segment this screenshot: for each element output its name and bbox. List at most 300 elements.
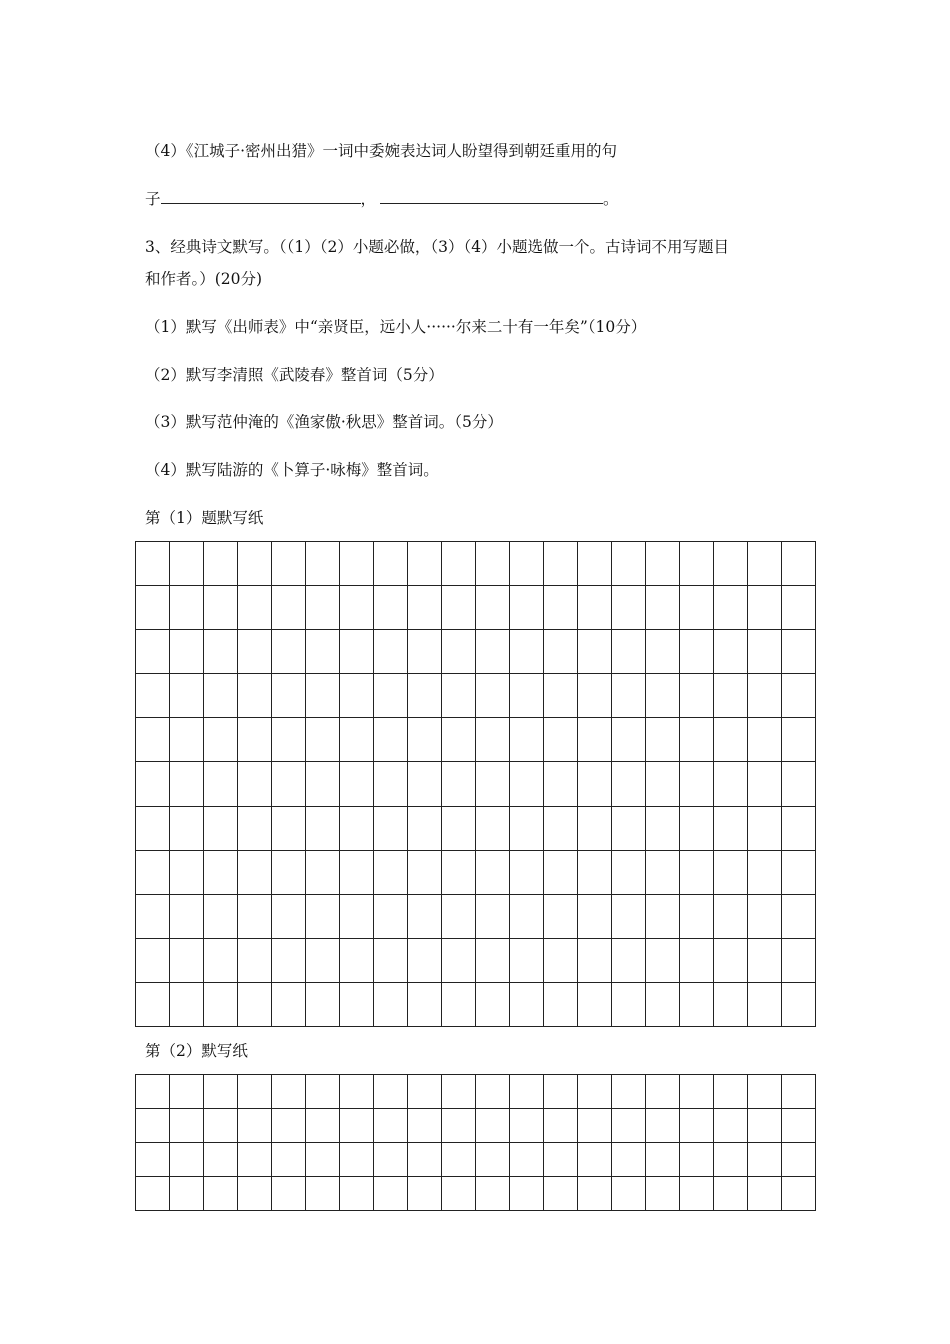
grid-cell[interactable] — [578, 983, 612, 1027]
grid-cell[interactable] — [680, 542, 714, 586]
grid-cell[interactable] — [544, 1177, 578, 1211]
grid-cell[interactable] — [374, 674, 408, 718]
grid-cell[interactable] — [476, 542, 510, 586]
grid-cell[interactable] — [544, 1075, 578, 1109]
grid-cell[interactable] — [782, 586, 816, 630]
grid-cell[interactable] — [442, 586, 476, 630]
grid-cell[interactable] — [680, 895, 714, 939]
grid-cell[interactable] — [748, 851, 782, 895]
grid-cell[interactable] — [306, 1143, 340, 1177]
grid-cell[interactable] — [714, 983, 748, 1027]
grid-cell[interactable] — [782, 674, 816, 718]
grid-cell[interactable] — [544, 807, 578, 851]
grid-cell[interactable] — [238, 939, 272, 983]
grid-cell[interactable] — [136, 895, 170, 939]
grid-cell[interactable] — [408, 674, 442, 718]
grid-cell[interactable] — [442, 630, 476, 674]
grid-cell[interactable] — [646, 586, 680, 630]
grid-cell[interactable] — [374, 1109, 408, 1143]
grid-cell[interactable] — [374, 851, 408, 895]
grid-cell[interactable] — [748, 1109, 782, 1143]
grid-cell[interactable] — [442, 1075, 476, 1109]
grid-cell[interactable] — [578, 1109, 612, 1143]
grid-cell[interactable] — [510, 983, 544, 1027]
grid-cell[interactable] — [238, 1109, 272, 1143]
grid-cell[interactable] — [238, 851, 272, 895]
grid-cell[interactable] — [782, 762, 816, 806]
grid-cell[interactable] — [442, 1177, 476, 1211]
grid-cell[interactable] — [578, 895, 612, 939]
grid-cell[interactable] — [374, 542, 408, 586]
grid-cell[interactable] — [782, 1109, 816, 1143]
grid-cell[interactable] — [238, 1177, 272, 1211]
grid-cell[interactable] — [544, 674, 578, 718]
grid-cell[interactable] — [272, 630, 306, 674]
grid-cell[interactable] — [136, 1143, 170, 1177]
grid-cell[interactable] — [272, 851, 306, 895]
grid-cell[interactable] — [646, 1143, 680, 1177]
grid-cell[interactable] — [748, 586, 782, 630]
grid-cell[interactable] — [238, 983, 272, 1027]
grid-cell[interactable] — [646, 895, 680, 939]
grid-cell[interactable] — [714, 674, 748, 718]
grid-cell[interactable] — [782, 542, 816, 586]
grid-cell[interactable] — [544, 1109, 578, 1143]
grid-cell[interactable] — [612, 807, 646, 851]
grid-cell[interactable] — [374, 983, 408, 1027]
grid-cell[interactable] — [714, 1109, 748, 1143]
grid-cell[interactable] — [714, 1075, 748, 1109]
grid-cell[interactable] — [510, 807, 544, 851]
grid-cell[interactable] — [340, 983, 374, 1027]
grid-cell[interactable] — [136, 674, 170, 718]
grid-cell[interactable] — [578, 630, 612, 674]
grid-cell[interactable] — [510, 1075, 544, 1109]
grid-cell[interactable] — [612, 939, 646, 983]
grid-cell[interactable] — [578, 1075, 612, 1109]
grid-cell[interactable] — [748, 807, 782, 851]
grid-cell[interactable] — [170, 674, 204, 718]
grid-cell[interactable] — [306, 586, 340, 630]
grid-cell[interactable] — [782, 807, 816, 851]
grid-cell[interactable] — [782, 1177, 816, 1211]
grid-cell[interactable] — [306, 939, 340, 983]
grid-cell[interactable] — [408, 762, 442, 806]
grid-cell[interactable] — [442, 1109, 476, 1143]
grid-cell[interactable] — [374, 1143, 408, 1177]
grid-cell[interactable] — [442, 807, 476, 851]
grid-cell[interactable] — [714, 630, 748, 674]
grid-cell[interactable] — [680, 851, 714, 895]
grid-cell[interactable] — [510, 851, 544, 895]
answer-blank-1[interactable] — [161, 189, 361, 204]
writing-grid-2[interactable] — [135, 1074, 816, 1211]
grid-cell[interactable] — [340, 851, 374, 895]
grid-cell[interactable] — [238, 586, 272, 630]
grid-cell[interactable] — [272, 807, 306, 851]
grid-cell[interactable] — [442, 983, 476, 1027]
grid-cell[interactable] — [612, 586, 646, 630]
grid-cell[interactable] — [374, 807, 408, 851]
grid-cell[interactable] — [340, 895, 374, 939]
grid-cell[interactable] — [306, 762, 340, 806]
grid-cell[interactable] — [578, 1177, 612, 1211]
grid-cell[interactable] — [272, 542, 306, 586]
grid-cell[interactable] — [510, 630, 544, 674]
grid-cell[interactable] — [612, 895, 646, 939]
grid-cell[interactable] — [238, 718, 272, 762]
grid-cell[interactable] — [476, 586, 510, 630]
grid-cell[interactable] — [578, 586, 612, 630]
grid-cell[interactable] — [748, 762, 782, 806]
grid-cell[interactable] — [442, 542, 476, 586]
grid-cell[interactable] — [612, 674, 646, 718]
grid-cell[interactable] — [340, 586, 374, 630]
grid-cell[interactable] — [748, 1075, 782, 1109]
grid-cell[interactable] — [714, 939, 748, 983]
grid-cell[interactable] — [544, 1143, 578, 1177]
grid-cell[interactable] — [714, 586, 748, 630]
grid-cell[interactable] — [578, 807, 612, 851]
grid-cell[interactable] — [748, 542, 782, 586]
grid-cell[interactable] — [476, 630, 510, 674]
grid-cell[interactable] — [748, 630, 782, 674]
grid-cell[interactable] — [544, 542, 578, 586]
grid-cell[interactable] — [340, 1109, 374, 1143]
grid-cell[interactable] — [170, 1075, 204, 1109]
grid-cell[interactable] — [748, 983, 782, 1027]
grid-cell[interactable] — [238, 674, 272, 718]
grid-cell[interactable] — [714, 718, 748, 762]
grid-cell[interactable] — [136, 939, 170, 983]
answer-blank-2[interactable] — [380, 189, 603, 204]
grid-cell[interactable] — [680, 1177, 714, 1211]
grid-cell[interactable] — [544, 630, 578, 674]
grid-cell[interactable] — [306, 674, 340, 718]
grid-cell[interactable] — [476, 1075, 510, 1109]
grid-cell[interactable] — [510, 718, 544, 762]
grid-cell[interactable] — [408, 1109, 442, 1143]
grid-cell[interactable] — [136, 851, 170, 895]
grid-cell[interactable] — [612, 1075, 646, 1109]
grid-cell[interactable] — [340, 807, 374, 851]
grid-cell[interactable] — [510, 586, 544, 630]
grid-cell[interactable] — [646, 674, 680, 718]
grid-cell[interactable] — [272, 762, 306, 806]
grid-cell[interactable] — [578, 762, 612, 806]
grid-cell[interactable] — [612, 983, 646, 1027]
grid-cell[interactable] — [306, 895, 340, 939]
grid-cell[interactable] — [476, 807, 510, 851]
grid-cell[interactable] — [170, 895, 204, 939]
grid-cell[interactable] — [748, 718, 782, 762]
grid-cell[interactable] — [782, 983, 816, 1027]
grid-cell[interactable] — [204, 983, 238, 1027]
grid-cell[interactable] — [340, 1177, 374, 1211]
grid-cell[interactable] — [272, 1177, 306, 1211]
grid-cell[interactable] — [510, 542, 544, 586]
grid-cell[interactable] — [204, 762, 238, 806]
grid-cell[interactable] — [340, 542, 374, 586]
grid-cell[interactable] — [408, 895, 442, 939]
grid-cell[interactable] — [476, 1143, 510, 1177]
grid-cell[interactable] — [578, 674, 612, 718]
grid-cell[interactable] — [476, 895, 510, 939]
grid-cell[interactable] — [748, 1143, 782, 1177]
grid-cell[interactable] — [510, 895, 544, 939]
grid-cell[interactable] — [136, 807, 170, 851]
grid-cell[interactable] — [374, 1075, 408, 1109]
grid-cell[interactable] — [578, 718, 612, 762]
grid-cell[interactable] — [170, 1109, 204, 1143]
grid-cell[interactable] — [544, 762, 578, 806]
grid-cell[interactable] — [306, 1109, 340, 1143]
grid-cell[interactable] — [238, 1143, 272, 1177]
grid-cell[interactable] — [714, 762, 748, 806]
grid-cell[interactable] — [476, 762, 510, 806]
grid-cell[interactable] — [748, 674, 782, 718]
grid-cell[interactable] — [170, 762, 204, 806]
grid-cell[interactable] — [646, 1109, 680, 1143]
grid-cell[interactable] — [782, 718, 816, 762]
grid-cell[interactable] — [272, 674, 306, 718]
grid-cell[interactable] — [510, 762, 544, 806]
grid-cell[interactable] — [510, 1177, 544, 1211]
grid-cell[interactable] — [408, 807, 442, 851]
grid-cell[interactable] — [578, 542, 612, 586]
grid-cell[interactable] — [374, 939, 408, 983]
grid-cell[interactable] — [374, 1177, 408, 1211]
grid-cell[interactable] — [748, 1177, 782, 1211]
grid-cell[interactable] — [782, 939, 816, 983]
grid-cell[interactable] — [204, 674, 238, 718]
grid-cell[interactable] — [136, 542, 170, 586]
grid-cell[interactable] — [680, 1109, 714, 1143]
grid-cell[interactable] — [408, 586, 442, 630]
grid-cell[interactable] — [170, 851, 204, 895]
grid-cell[interactable] — [782, 1143, 816, 1177]
grid-cell[interactable] — [408, 630, 442, 674]
grid-cell[interactable] — [646, 542, 680, 586]
grid-cell[interactable] — [340, 674, 374, 718]
grid-cell[interactable] — [340, 718, 374, 762]
grid-cell[interactable] — [340, 939, 374, 983]
grid-cell[interactable] — [680, 586, 714, 630]
grid-cell[interactable] — [136, 762, 170, 806]
grid-cell[interactable] — [476, 983, 510, 1027]
grid-cell[interactable] — [306, 851, 340, 895]
grid-cell[interactable] — [544, 939, 578, 983]
grid-cell[interactable] — [680, 762, 714, 806]
grid-cell[interactable] — [578, 939, 612, 983]
grid-cell[interactable] — [646, 718, 680, 762]
grid-cell[interactable] — [646, 939, 680, 983]
grid-cell[interactable] — [476, 851, 510, 895]
grid-cell[interactable] — [136, 1109, 170, 1143]
grid-cell[interactable] — [238, 807, 272, 851]
grid-cell[interactable] — [714, 895, 748, 939]
grid-cell[interactable] — [680, 983, 714, 1027]
grid-cell[interactable] — [714, 1177, 748, 1211]
grid-cell[interactable] — [170, 1143, 204, 1177]
grid-cell[interactable] — [204, 1177, 238, 1211]
grid-cell[interactable] — [476, 674, 510, 718]
grid-cell[interactable] — [442, 939, 476, 983]
grid-cell[interactable] — [680, 718, 714, 762]
grid-cell[interactable] — [238, 762, 272, 806]
grid-cell[interactable] — [612, 762, 646, 806]
grid-cell[interactable] — [272, 1143, 306, 1177]
grid-cell[interactable] — [272, 939, 306, 983]
grid-cell[interactable] — [714, 807, 748, 851]
grid-cell[interactable] — [340, 762, 374, 806]
grid-cell[interactable] — [306, 718, 340, 762]
grid-cell[interactable] — [578, 1143, 612, 1177]
grid-cell[interactable] — [374, 586, 408, 630]
grid-cell[interactable] — [612, 1109, 646, 1143]
grid-cell[interactable] — [612, 1143, 646, 1177]
grid-cell[interactable] — [408, 718, 442, 762]
grid-cell[interactable] — [612, 542, 646, 586]
grid-cell[interactable] — [714, 542, 748, 586]
grid-cell[interactable] — [544, 983, 578, 1027]
grid-cell[interactable] — [646, 851, 680, 895]
grid-cell[interactable] — [238, 542, 272, 586]
grid-cell[interactable] — [170, 586, 204, 630]
grid-cell[interactable] — [408, 1177, 442, 1211]
grid-cell[interactable] — [306, 983, 340, 1027]
grid-cell[interactable] — [544, 718, 578, 762]
grid-cell[interactable] — [442, 851, 476, 895]
grid-cell[interactable] — [782, 1075, 816, 1109]
grid-cell[interactable] — [476, 1109, 510, 1143]
grid-cell[interactable] — [170, 939, 204, 983]
grid-cell[interactable] — [680, 939, 714, 983]
grid-cell[interactable] — [340, 630, 374, 674]
grid-cell[interactable] — [442, 895, 476, 939]
grid-cell[interactable] — [170, 983, 204, 1027]
grid-cell[interactable] — [408, 939, 442, 983]
grid-cell[interactable] — [714, 851, 748, 895]
grid-cell[interactable] — [204, 718, 238, 762]
grid-cell[interactable] — [714, 1143, 748, 1177]
grid-cell[interactable] — [204, 939, 238, 983]
grid-cell[interactable] — [204, 851, 238, 895]
grid-cell[interactable] — [306, 1075, 340, 1109]
grid-cell[interactable] — [646, 762, 680, 806]
grid-cell[interactable] — [204, 895, 238, 939]
grid-cell[interactable] — [510, 674, 544, 718]
grid-cell[interactable] — [272, 983, 306, 1027]
grid-cell[interactable] — [204, 1075, 238, 1109]
grid-cell[interactable] — [204, 807, 238, 851]
grid-cell[interactable] — [170, 630, 204, 674]
grid-cell[interactable] — [544, 851, 578, 895]
grid-cell[interactable] — [136, 630, 170, 674]
grid-cell[interactable] — [374, 895, 408, 939]
grid-cell[interactable] — [272, 718, 306, 762]
grid-cell[interactable] — [578, 851, 612, 895]
grid-cell[interactable] — [748, 939, 782, 983]
grid-cell[interactable] — [136, 1177, 170, 1211]
grid-cell[interactable] — [374, 762, 408, 806]
grid-cell[interactable] — [646, 1177, 680, 1211]
grid-cell[interactable] — [680, 630, 714, 674]
grid-cell[interactable] — [272, 1075, 306, 1109]
grid-cell[interactable] — [204, 630, 238, 674]
grid-cell[interactable] — [442, 762, 476, 806]
grid-cell[interactable] — [510, 1109, 544, 1143]
grid-cell[interactable] — [646, 1075, 680, 1109]
grid-cell[interactable] — [476, 939, 510, 983]
grid-cell[interactable] — [170, 1177, 204, 1211]
grid-cell[interactable] — [544, 895, 578, 939]
grid-cell[interactable] — [680, 807, 714, 851]
grid-cell[interactable] — [170, 542, 204, 586]
grid-cell[interactable] — [408, 1075, 442, 1109]
grid-cell[interactable] — [170, 807, 204, 851]
grid-cell[interactable] — [442, 1143, 476, 1177]
grid-cell[interactable] — [680, 674, 714, 718]
grid-cell[interactable] — [442, 674, 476, 718]
grid-cell[interactable] — [136, 718, 170, 762]
grid-cell[interactable] — [272, 895, 306, 939]
grid-cell[interactable] — [136, 983, 170, 1027]
writing-grid-1[interactable] — [135, 541, 816, 1027]
grid-cell[interactable] — [510, 939, 544, 983]
grid-cell[interactable] — [442, 718, 476, 762]
grid-cell[interactable] — [680, 1143, 714, 1177]
grid-cell[interactable] — [612, 718, 646, 762]
grid-cell[interactable] — [646, 807, 680, 851]
grid-cell[interactable] — [646, 983, 680, 1027]
grid-cell[interactable] — [612, 851, 646, 895]
grid-cell[interactable] — [612, 630, 646, 674]
grid-cell[interactable] — [170, 718, 204, 762]
grid-cell[interactable] — [272, 586, 306, 630]
grid-cell[interactable] — [238, 895, 272, 939]
grid-cell[interactable] — [238, 1075, 272, 1109]
grid-cell[interactable] — [136, 1075, 170, 1109]
grid-cell[interactable] — [374, 718, 408, 762]
grid-cell[interactable] — [272, 1109, 306, 1143]
grid-cell[interactable] — [544, 586, 578, 630]
grid-cell[interactable] — [782, 851, 816, 895]
grid-cell[interactable] — [408, 851, 442, 895]
grid-cell[interactable] — [306, 542, 340, 586]
grid-cell[interactable] — [408, 983, 442, 1027]
grid-cell[interactable] — [204, 1109, 238, 1143]
grid-cell[interactable] — [306, 1177, 340, 1211]
grid-cell[interactable] — [306, 630, 340, 674]
grid-cell[interactable] — [136, 586, 170, 630]
grid-cell[interactable] — [340, 1143, 374, 1177]
grid-cell[interactable] — [408, 542, 442, 586]
grid-cell[interactable] — [374, 630, 408, 674]
grid-cell[interactable] — [612, 1177, 646, 1211]
grid-cell[interactable] — [340, 1075, 374, 1109]
grid-cell[interactable] — [680, 1075, 714, 1109]
grid-cell[interactable] — [510, 1143, 544, 1177]
grid-cell[interactable] — [408, 1143, 442, 1177]
grid-cell[interactable] — [204, 1143, 238, 1177]
grid-cell[interactable] — [748, 895, 782, 939]
grid-cell[interactable] — [204, 586, 238, 630]
grid-cell[interactable] — [476, 1177, 510, 1211]
grid-cell[interactable] — [306, 807, 340, 851]
grid-cell[interactable] — [782, 895, 816, 939]
grid-cell[interactable] — [476, 718, 510, 762]
